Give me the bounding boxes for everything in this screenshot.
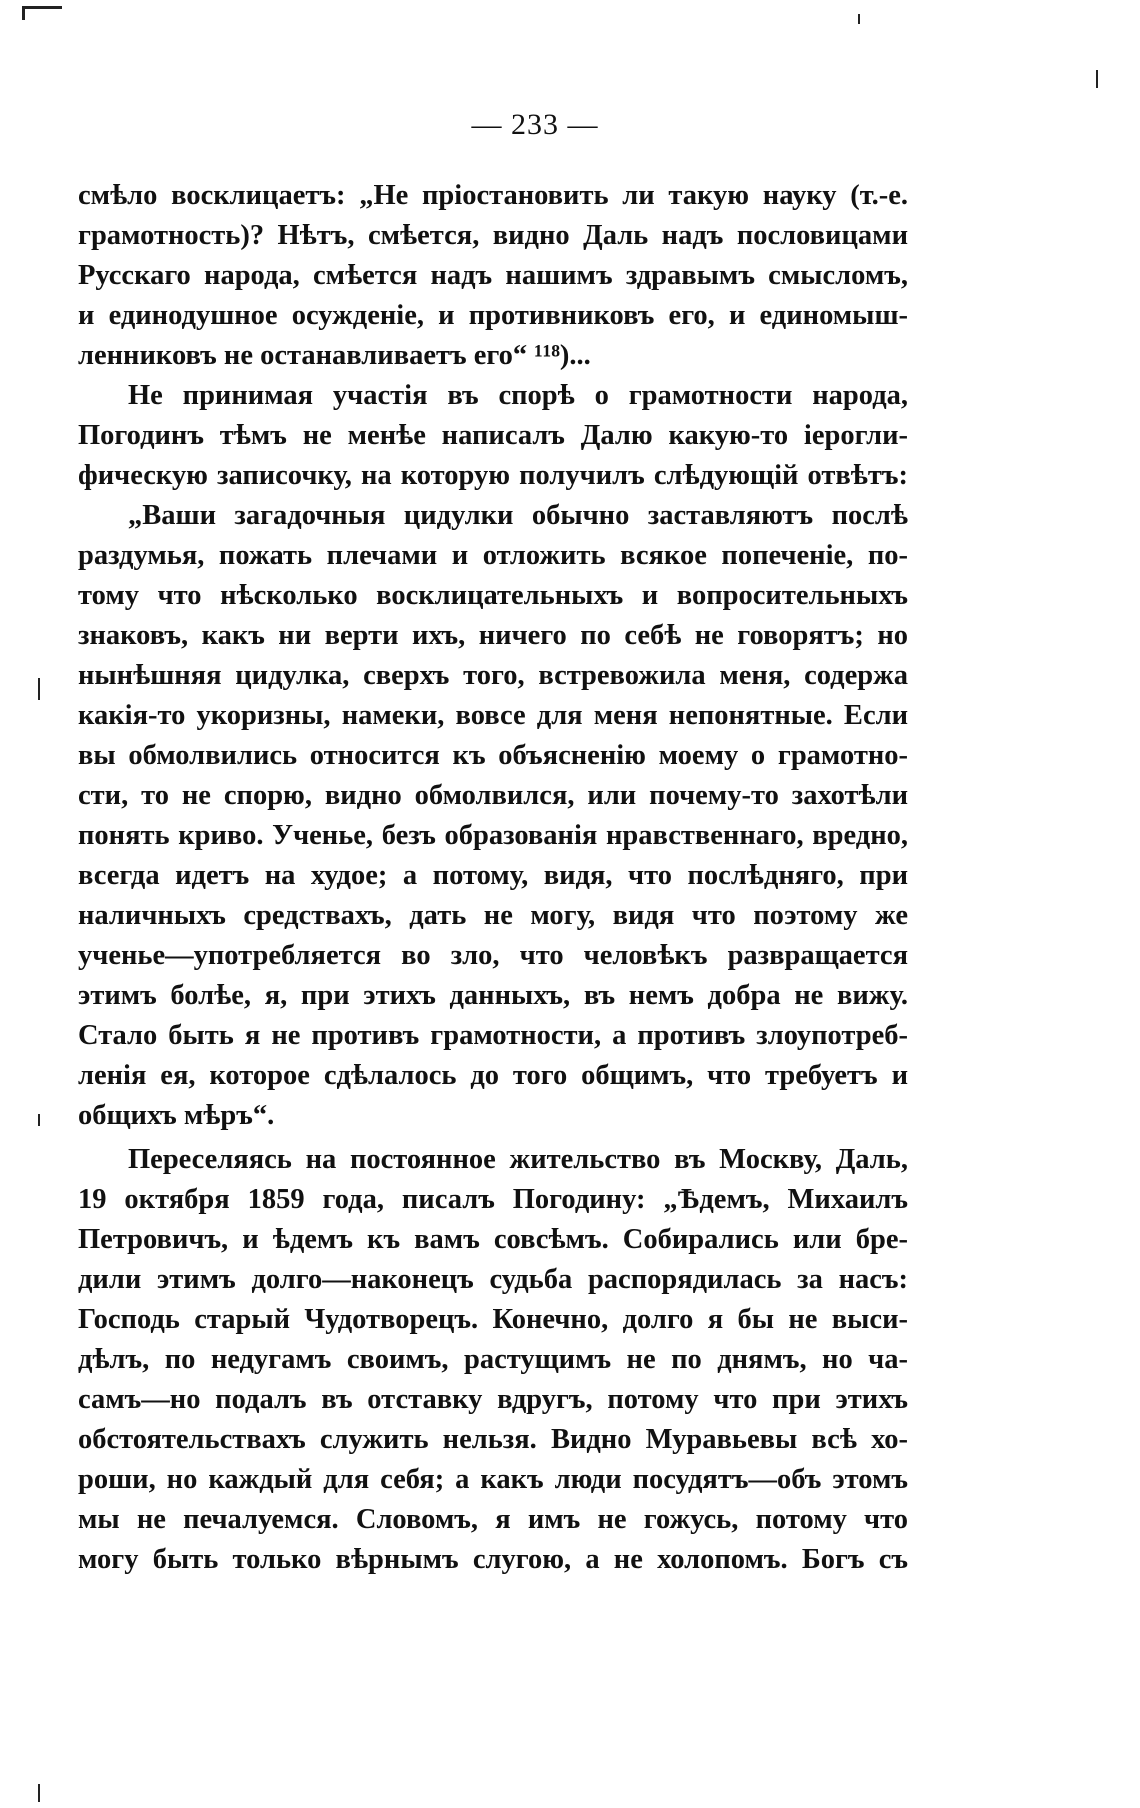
- text-line: 19 октября 1859 года, писалъ Погодину: „Ѣдемъ, Михаилъ: [78, 1184, 908, 1215]
- text-line: ленниковъ не останавливаетъ его“ ¹¹⁸)...: [78, 340, 591, 371]
- text-line: общихъ мѣръ“.: [78, 1100, 275, 1131]
- text-line: всегда идетъ на худое; а потому, видя, что послѣдняго, при: [78, 860, 908, 891]
- text-line: Не принимая участія въ спорѣ о грамотности народа,: [128, 380, 908, 411]
- text-line: какія-то укоризны, намеки, вовсе для меня непонятные. Если: [78, 700, 908, 731]
- text-line: тому что нѣсколько восклицательныхъ и вопросительныхъ: [78, 580, 908, 611]
- text-line: могу быть только вѣрнымъ слугою, а не холопомъ. Богъ съ: [78, 1544, 908, 1575]
- text-line: самъ—но подалъ въ отставку вдругъ, потому что при этихъ: [78, 1384, 908, 1415]
- text-line: сти, то не спорю, видно обмолвился, или почему-то захотѣли: [78, 780, 908, 811]
- text-line: фическую записочку, на которую получилъ слѣдующій отвѣтъ:: [78, 460, 908, 491]
- text-line: Погодинъ тѣмъ не менѣе написалъ Далю какую-то іерогли-: [78, 420, 908, 451]
- text-line: нынѣшняя цидулка, сверхъ того, встревожила меня, содержа: [78, 660, 908, 691]
- text-line: ученье—употребляется во зло, что человѣкъ развращается: [78, 940, 908, 971]
- text-line: знаковъ, какъ ни верти ихъ, ничего по себѣ не говорятъ; но: [78, 620, 908, 651]
- text-line: раздумья, пожать плечами и отложить всякое попеченіе, по-: [78, 540, 908, 571]
- text-line: роши, но каждый для себя; а какъ люди посудятъ—объ этомъ: [78, 1464, 908, 1495]
- text-line: Петровичъ, и ѣдемъ къ вамъ совсѣмъ. Собирались или бре-: [78, 1224, 908, 1255]
- text-line: Стало быть я не противъ грамотности, а противъ злоупотреб-: [78, 1020, 908, 1051]
- text-line: наличныхъ средствахъ, дать не могу, видя что поэтому же: [78, 900, 908, 931]
- body-text: [78, 176, 908, 1580]
- text-line: обстоятельствахъ служить нельзя. Видно Муравьевы всѣ хо-: [78, 1424, 908, 1455]
- text-line: Переселяясь на постоянное жительство въ Москву, Даль,: [128, 1144, 908, 1175]
- text-line: „Ваши загадочныя цидулки обычно заставляютъ послѣ: [128, 500, 908, 531]
- text-line: дили этимъ долго—наконецъ судьба распорядилась за насъ:: [78, 1264, 908, 1295]
- text-line: Господь старый Чудотворецъ. Конечно, долго я бы не выси-: [78, 1304, 908, 1335]
- text-line: и единодушное осужденіе, и противниковъ его, и единомыш-: [78, 300, 908, 331]
- text-line: дѣлъ, по недугамъ своимъ, растущимъ не по днямъ, но ча-: [78, 1344, 908, 1375]
- text-line: Русскаго народа, смѣется надъ нашимъ здравымъ смысломъ,: [78, 260, 908, 291]
- text-line: грамотность)? Нѣтъ, смѣется, видно Даль надъ пословицами: [78, 220, 908, 251]
- text-line: ленія ея, которое сдѣлалось до того общимъ, что требуетъ и: [78, 1060, 908, 1091]
- text-line: понять криво. Ученье, безъ образованія нравственнаго, вредно,: [78, 820, 908, 851]
- text-line: этимъ болѣе, я, при этихъ данныхъ, въ немъ добра не вижу.: [78, 980, 908, 1011]
- text-line: смѣло восклицаетъ: „Не пріостановить ли такую науку (т.-е.: [78, 180, 908, 211]
- text-line: вы обмолвились относится къ объясненію моему о грамотно-: [78, 740, 908, 771]
- page-number: — 233 —: [471, 108, 599, 141]
- text-line: мы не печалуемся. Словомъ, я имъ не гожусь, потому что: [78, 1504, 908, 1535]
